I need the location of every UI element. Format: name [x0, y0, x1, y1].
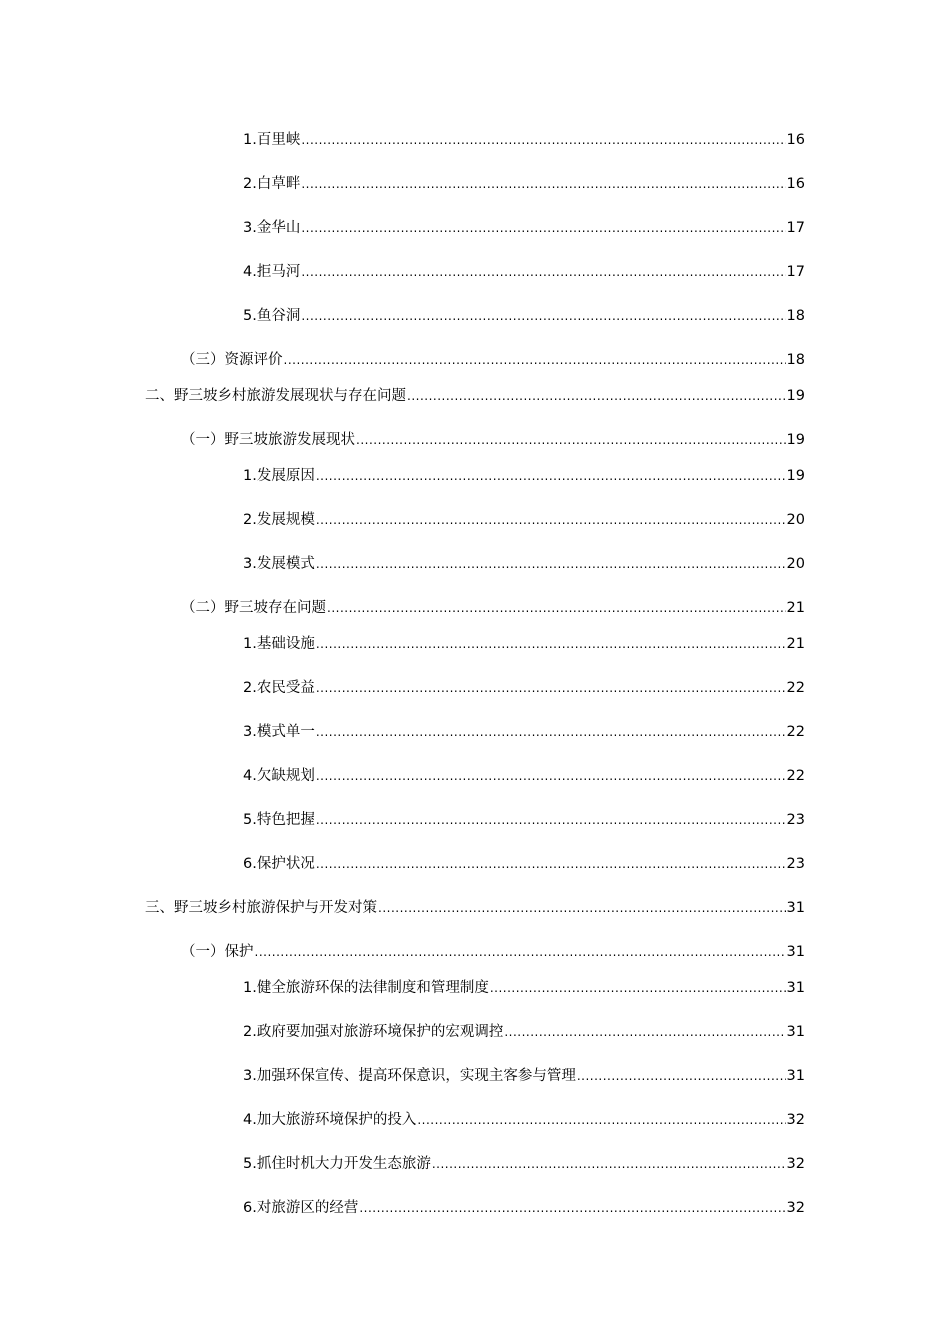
toc-leader-dots	[301, 133, 785, 147]
toc-entry[interactable]	[243, 506, 805, 530]
toc-entry[interactable]	[243, 974, 805, 998]
toc-entry-label: 5.特色把握	[243, 812, 315, 828]
toc-leader-dots	[301, 265, 785, 279]
toc-leader-dots	[316, 469, 786, 483]
toc-entry-label: 4.欠缺规划	[243, 768, 315, 784]
toc-entry-page: 31	[786, 1068, 805, 1084]
toc-entry-page: 20	[786, 512, 805, 528]
toc-entry-label: （三）资源评价	[181, 352, 283, 368]
toc-entry[interactable]	[243, 806, 805, 830]
toc-entry-page: 18	[786, 352, 805, 368]
toc-entry[interactable]	[243, 850, 805, 874]
toc-entry-label: （二）野三坡存在问题	[181, 600, 326, 616]
toc-entry-page: 22	[786, 724, 805, 740]
toc-entry-page: 31	[786, 1024, 805, 1040]
toc-leader-dots	[577, 1069, 786, 1083]
toc-entry-label: 三、野三坡乡村旅游保护与开发对策	[145, 900, 377, 916]
toc-entry-page: 18	[786, 308, 805, 324]
toc-entry-page: 31	[786, 900, 805, 916]
toc-entry[interactable]	[243, 630, 805, 654]
toc-leader-dots	[417, 1113, 785, 1127]
toc-entry[interactable]	[243, 674, 805, 698]
toc-entry[interactable]	[243, 1194, 805, 1218]
toc-entry-page: 21	[786, 636, 805, 652]
toc-entry-label: 4.拒马河	[243, 264, 301, 280]
toc-entry-page: 19	[786, 432, 805, 448]
toc-entry-label: 1.发展原因	[243, 468, 315, 484]
toc-entry[interactable]	[243, 718, 805, 742]
toc-entry-label: 1.健全旅游环保的法律制度和管理制度	[243, 980, 489, 996]
toc-entry[interactable]	[145, 382, 805, 406]
toc-entry-label: 二、野三坡乡村旅游发展现状与存在问题	[145, 388, 406, 404]
toc-entry-label: 3.金华山	[243, 220, 301, 236]
toc-entry-page: 31	[786, 980, 805, 996]
toc-entry-label: 1.基础设施	[243, 636, 315, 652]
toc-entry[interactable]	[243, 258, 805, 282]
toc-entry[interactable]	[243, 214, 805, 238]
toc-entry-page: 19	[786, 468, 805, 484]
toc-entry-page: 16	[786, 132, 805, 148]
toc-entry-label: 2.政府要加强对旅游环境保护的宏观调控	[243, 1024, 504, 1040]
toc-entry-page: 22	[786, 680, 805, 696]
toc-entry-page: 17	[786, 264, 805, 280]
toc-entry-label: 2.发展规模	[243, 512, 315, 528]
toc-entry[interactable]	[243, 1150, 805, 1174]
toc-entry-page: 31	[786, 944, 805, 960]
toc-entry-label: 5.鱼谷洞	[243, 308, 301, 324]
toc-leader-dots	[301, 221, 785, 235]
toc-leader-dots	[490, 981, 786, 995]
toc-leader-dots	[316, 513, 786, 527]
toc-leader-dots	[359, 1201, 785, 1215]
toc-entry-page: 20	[786, 556, 805, 572]
toc-leader-dots	[432, 1157, 786, 1171]
toc-entry[interactable]	[181, 426, 805, 450]
toc-entry-page: 16	[786, 176, 805, 192]
toc-entry[interactable]	[243, 1018, 805, 1042]
toc-entry-page: 32	[786, 1156, 805, 1172]
toc-entry-page: 23	[786, 856, 805, 872]
toc-leader-dots	[316, 725, 786, 739]
toc-entry-label: 6.保护状况	[243, 856, 315, 872]
toc-entry-label: 3.发展模式	[243, 556, 315, 572]
toc-entry[interactable]	[243, 1062, 805, 1086]
toc-entry-page: 23	[786, 812, 805, 828]
toc-entry[interactable]	[243, 302, 805, 326]
toc-leader-dots	[316, 857, 786, 871]
toc-entry-label: 4.加大旅游环境保护的投入	[243, 1112, 417, 1128]
toc-entry-label: 2.白草畔	[243, 176, 301, 192]
toc-entry-label: 6.对旅游区的经营	[243, 1200, 359, 1216]
toc-entry[interactable]	[181, 346, 805, 370]
toc-entry[interactable]	[243, 1106, 805, 1130]
toc-leader-dots	[407, 389, 786, 403]
toc-leader-dots	[284, 353, 786, 367]
toc-leader-dots	[316, 813, 786, 827]
toc-entry-label: （一）野三坡旅游发展现状	[181, 432, 355, 448]
toc-leader-dots	[301, 177, 785, 191]
toc-entry[interactable]	[243, 126, 805, 150]
toc-leader-dots	[327, 601, 786, 615]
toc-entry-label: （一）保护	[181, 944, 254, 960]
toc-entry-page: 22	[786, 768, 805, 784]
toc-entry-label: 3.加强环保宣传、提高环保意识，实现主客参与管理	[243, 1068, 576, 1084]
toc-entry[interactable]	[181, 938, 805, 962]
toc-leader-dots	[504, 1025, 785, 1039]
toc-entry[interactable]	[243, 550, 805, 574]
toc-entry[interactable]	[181, 594, 805, 618]
toc-entry[interactable]	[145, 894, 805, 918]
toc-entry-page: 32	[786, 1200, 805, 1216]
toc-entry-page: 17	[786, 220, 805, 236]
toc-entry-page: 19	[786, 388, 805, 404]
toc-leader-dots	[316, 681, 786, 695]
toc-leader-dots	[255, 945, 786, 959]
toc-leader-dots	[301, 309, 785, 323]
toc-entry[interactable]	[243, 462, 805, 486]
toc-leader-dots	[378, 901, 786, 915]
toc-entry-label: 1.百里峡	[243, 132, 301, 148]
toc-entry[interactable]	[243, 170, 805, 194]
toc-entry-label: 5.抓住时机大力开发生态旅游	[243, 1156, 431, 1172]
toc-leader-dots	[356, 433, 786, 447]
toc-leader-dots	[316, 769, 786, 783]
toc-entry-page: 32	[786, 1112, 805, 1128]
toc-entry-label: 2.农民受益	[243, 680, 315, 696]
toc-entry[interactable]	[243, 762, 805, 786]
toc-entry-page: 21	[786, 600, 805, 616]
toc-entry-label: 3.模式单一	[243, 724, 315, 740]
toc-leader-dots	[316, 637, 786, 651]
toc-leader-dots	[316, 557, 786, 571]
